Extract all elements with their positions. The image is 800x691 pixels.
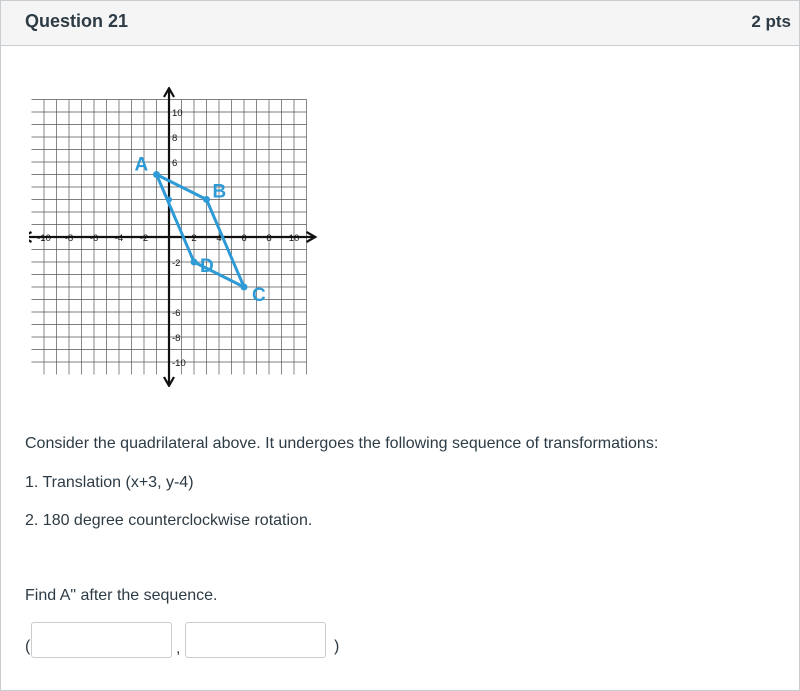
x-tick-label: -2 <box>139 233 149 244</box>
vertex-point-a <box>153 171 160 178</box>
open-paren: ( <box>25 638 31 655</box>
question-prompt: Find A" after the sequence. <box>25 587 218 604</box>
answer-y-input[interactable] <box>185 622 326 658</box>
y-tick-label: -2 <box>172 258 181 269</box>
close-paren: ) <box>334 638 340 655</box>
y-tick-label: -6 <box>172 308 181 319</box>
x-tick-label: -4 <box>114 233 124 244</box>
question-points: 2 pts <box>751 12 791 31</box>
x-tick-label: 2 <box>191 233 197 244</box>
x-tick-label: -10 <box>37 233 51 244</box>
y-tick-label: 6 <box>172 158 178 169</box>
x-tick-label: 10 <box>288 233 300 244</box>
comma: , <box>176 640 181 657</box>
question-intro: Consider the quadrilateral above. It undergoes the following sequence of transformations: <box>25 435 659 452</box>
quadrilateral <box>135 155 267 307</box>
coordinate-graph <box>29 87 319 387</box>
question-title: Question 21 <box>25 11 129 31</box>
y-tick-label: 8 <box>172 133 178 144</box>
vertex-label-a: A <box>134 154 149 176</box>
question-header <box>1 1 799 46</box>
answer-x-input[interactable] <box>31 622 172 658</box>
vertex-label-d: D <box>200 256 214 277</box>
vertex-label-c: C <box>252 285 266 306</box>
vertex-point-d <box>191 259 198 266</box>
x-tick-label: 4 <box>216 233 222 244</box>
vertex-point-c <box>241 284 248 291</box>
axis-point <box>166 197 172 203</box>
x-tick-label: 6 <box>241 233 247 244</box>
y-tick-label: -8 <box>172 333 181 344</box>
y-tick-label: 10 <box>172 108 183 119</box>
x-tick-label: -6 <box>89 233 99 244</box>
x-tick-label: 8 <box>266 233 272 244</box>
x-tick-label: -8 <box>64 233 74 244</box>
y-tick-label: -10 <box>172 358 186 369</box>
transformation-step-2: 2. 180 degree counterclockwise rotation. <box>25 512 313 529</box>
transformation-step-1: 1. Translation (x+3, y-4) <box>25 474 194 491</box>
vertex-label-b: B <box>212 181 227 203</box>
vertex-point-b <box>203 196 210 203</box>
